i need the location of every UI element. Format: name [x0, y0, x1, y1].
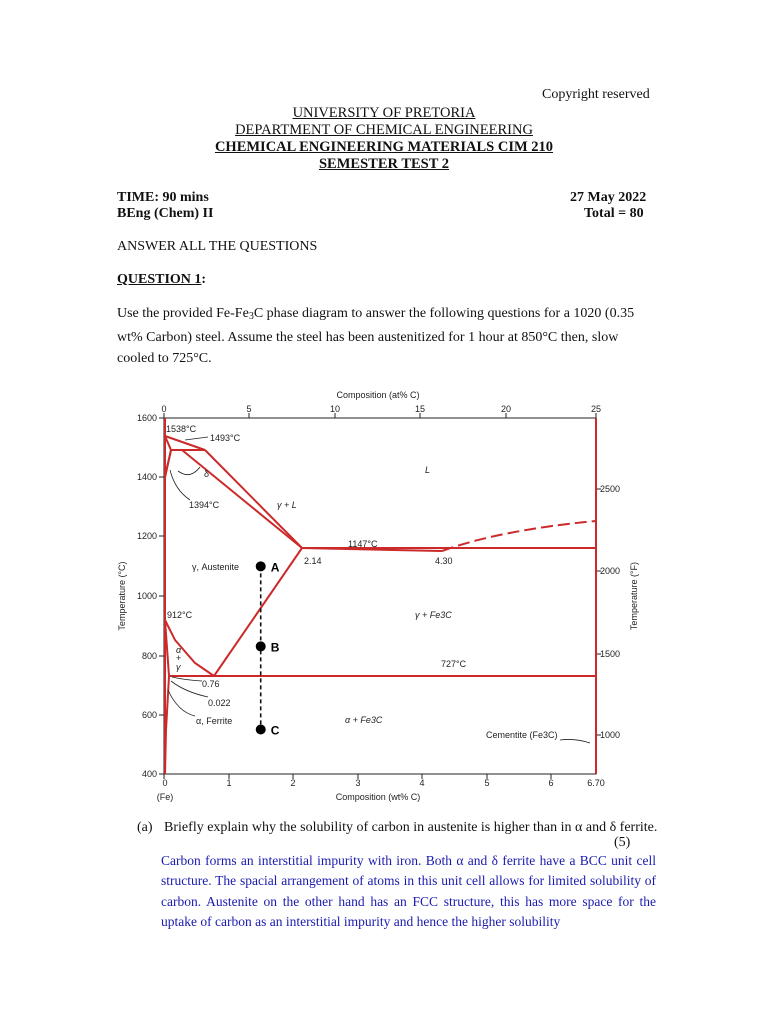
y-right-tick-2500: 2500 — [600, 484, 621, 494]
label-austenite: γ, Austenite — [192, 562, 240, 572]
label-1147: 1147°C — [348, 539, 378, 549]
point-c-marker — [256, 725, 266, 735]
point-a-marker — [256, 561, 266, 571]
course-title: CHEMICAL ENGINEERING MATERIALS CIM 210 — [214, 139, 554, 155]
liquidus-fe3c — [442, 521, 596, 551]
label-0022: 0.022 — [208, 698, 231, 708]
y-tick-600: 600 — [141, 710, 157, 720]
question-1a-label: (a) — [137, 820, 153, 835]
top-tick-25: 25 — [590, 404, 602, 414]
total-marks: Total = 80 — [584, 206, 644, 221]
point-b-marker — [256, 641, 266, 651]
x-tick-6: 6 — [548, 778, 554, 788]
question-1a-marks: (5) — [614, 835, 631, 850]
y-axis-title: Temperature (°C) — [117, 561, 127, 631]
label-1493: 1493°C — [210, 433, 241, 443]
x-tick-3: 3 — [355, 778, 361, 788]
x-tick-670: 6.70 — [587, 778, 605, 788]
label-1538: 1538°C — [166, 424, 197, 434]
copyright-notice: Copyright reserved — [542, 87, 650, 102]
university-name: UNIVERSITY OF PRETORIA — [292, 105, 476, 121]
label-alpha-gamma-g: γ — [176, 662, 181, 672]
top-tick-5: 5 — [246, 404, 252, 414]
department-name: DEPARTMENT OF CHEMICAL ENGINEERING — [235, 122, 533, 138]
fe-fe3c-phase-diagram — [100, 385, 660, 810]
label-alpha-gamma-a: α — [176, 645, 182, 655]
point-b-label: B — [270, 640, 280, 655]
y-tick-1000: 1000 — [136, 591, 157, 601]
x-tick-0: 0 — [162, 778, 168, 788]
fe-label: (Fe) — [156, 792, 174, 802]
y-right-tick-1500: 1500 — [600, 649, 621, 659]
a3-line — [165, 620, 214, 676]
label-076: 0.76 — [202, 679, 220, 689]
top-axis-title: Composition (at% C) — [336, 390, 420, 400]
y-tick-1600: 1600 — [136, 413, 157, 423]
point-c-label: C — [270, 723, 280, 738]
question-1-title: QUESTION 1: — [117, 272, 207, 287]
point-a-label: A — [270, 560, 280, 575]
x-tick-4: 4 — [419, 778, 425, 788]
label-liquid: L — [425, 465, 431, 475]
label-alpha-gamma-plus: + — [176, 653, 182, 663]
label-727: 727°C — [441, 659, 467, 669]
label-alpha-fe3c: α + Fe3C — [345, 715, 383, 725]
label-gamma-fe3c: γ + Fe3C — [415, 610, 452, 620]
y-right-tick-1000: 1000 — [600, 730, 621, 740]
y-axis-right-title: Temperature (°F) — [629, 561, 639, 631]
question-1a — [137, 818, 667, 838]
label-214: 2.14 — [304, 556, 322, 566]
question-1a-text: Briefly explain why the solubility of carbon in austenite is higher than in α and δ ferrite. — [164, 820, 658, 835]
time-label: TIME: 90 mins — [117, 190, 209, 205]
x-axis-title: Composition (wt% C) — [335, 792, 421, 802]
program-label: BEng (Chem) II — [117, 206, 214, 221]
date-label: 27 May 2022 — [570, 190, 647, 205]
top-tick-15: 15 — [414, 404, 426, 414]
liquidus-gamma — [205, 450, 442, 551]
label-cementite: Cementite (Fe3C) — [486, 730, 558, 740]
label-gamma-l: γ + L — [277, 500, 297, 510]
y-tick-1400: 1400 — [136, 472, 157, 482]
solidus-gamma — [182, 450, 302, 548]
x-tick-5: 5 — [484, 778, 490, 788]
test-title: SEMESTER TEST 2 — [318, 156, 450, 172]
top-tick-0: 0 — [161, 404, 167, 414]
y-right-tick-2000: 2000 — [600, 566, 621, 576]
label-1394: 1394°C — [189, 500, 220, 510]
label-430: 4.30 — [435, 556, 453, 566]
x-tick-2: 2 — [290, 778, 296, 788]
y-tick-800: 800 — [141, 651, 157, 661]
top-tick-10: 10 — [329, 404, 341, 414]
y-tick-1200: 1200 — [136, 531, 157, 541]
y-tick-400: 400 — [141, 769, 157, 779]
question-1-intro: Use the provided $Fe-Fe_3C$ phase diagram to answer the following questions for a 1020 (0.35 wt% Carbon) steel. Assume the steel has been austenitized for 1 hour at 850°C then, slow cooled to 725°C. — [117, 306, 635, 366]
label-912: 912°C — [167, 610, 193, 620]
question-1a-answer: Carbon forms an interstitial impurity with iron. Both α and δ ferrite have a BCC unit cell structure. The spacial arrangement of atoms in this unit cell allows for limited solubility of carbon. Austenite on the other hand has an FCC structure, this has more space for the uptake of carbon as an interstitial impurity and hence the higher solubility — [161, 853, 656, 930]
label-delta: δ — [204, 469, 210, 479]
x-tick-1: 1 — [226, 778, 232, 788]
label-ferrite: α, Ferrite — [196, 716, 233, 726]
instruction: ANSWER ALL THE QUESTIONS — [117, 239, 318, 254]
top-tick-20: 20 — [500, 404, 512, 414]
